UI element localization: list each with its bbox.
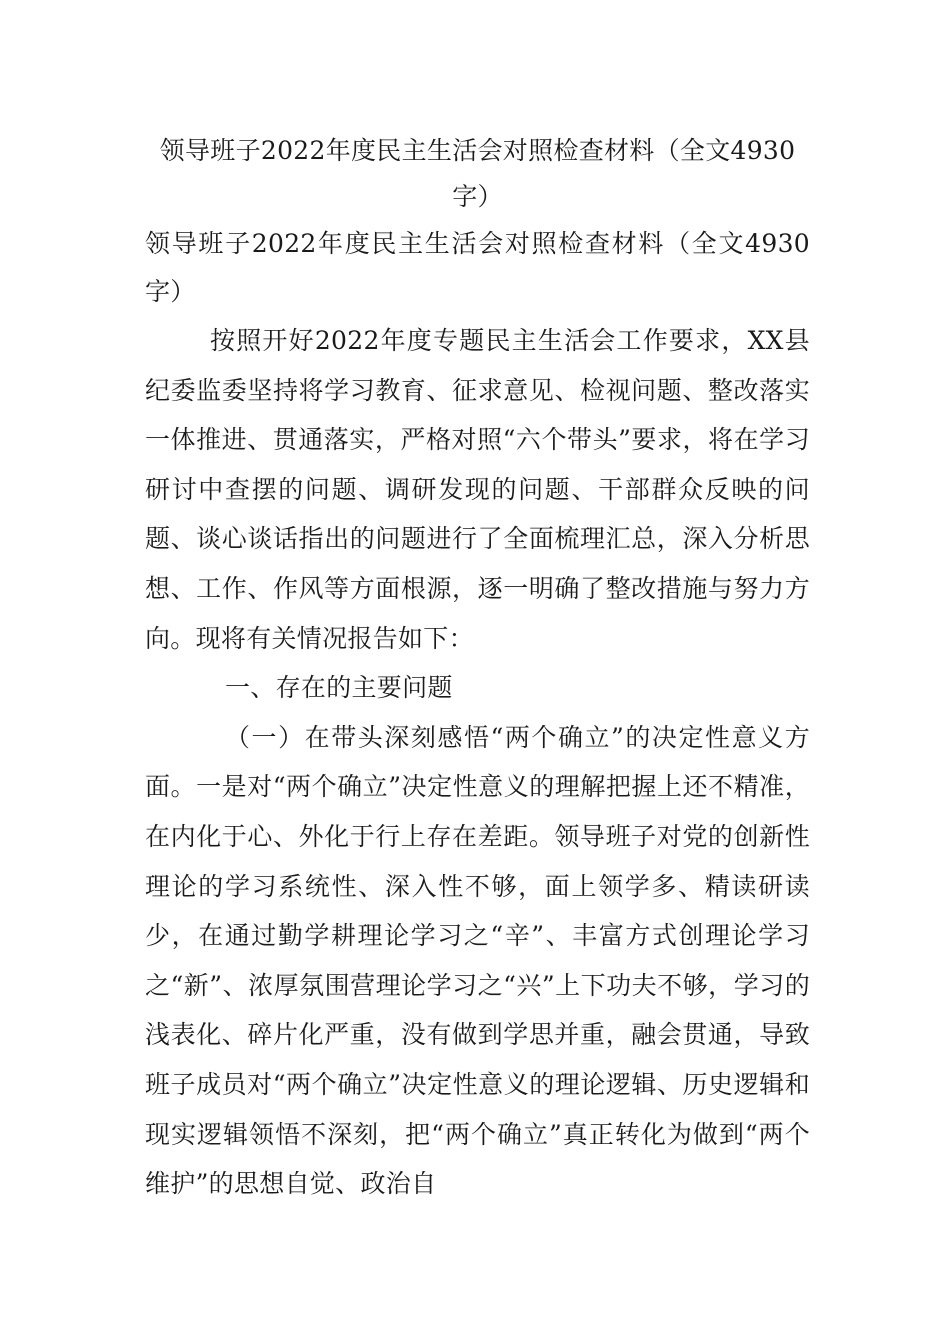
section-paragraph: （一）在带头深刻感悟“两个确立”的决定性意义方面。一是对“两个确立”决定性意义的理解把握上还不精准，在内化于心、外化于行上存在差距。领导班子对党的创新性理论的学习系统性、深入性不够，面上领学多、精读研读少，在通过勤学耕理论学习之“辛”、丰富方式创理论学习之“新”、浓厚氛围营理论学习之“兴”上下功夫不够，学习的浅表化、碎片化严重，没有做到学思并重，融会贯通，导致班子成员对“两个确立”决定性意义的理论逻辑、历史逻辑和现实逻辑领悟不深刻，把“两个确立”真正转化为做到“两个维护”的思想自觉、政治自 — [145, 722, 810, 1199]
section-heading: 一、存在的主要问题 — [225, 673, 453, 703]
document-body — [145, 128, 810, 1209]
document-subtitle: 领导班子2022年度民主生活会对照检查材料（全文4930字） — [145, 229, 810, 306]
document-title: 领导班子2022年度民主生活会对照检查材料（全文4930字） — [159, 136, 796, 211]
intro-paragraph: 按照开好2022年度专题民主生活会工作要求，XX县纪委监委坚持将学习教育、征求意见、检视问题、整改落实一体推进、贯通落实，严格对照“六个带头”要求，将在学习研讨中查摆的问题、调研发现的问题、干部群众反映的问题、谈心谈话指出的问题进行了全面梳理汇总，深入分析思想、工作、作风等方面根源，逐一明确了整改措施与努力方向。现将有关情况报告如下： — [145, 326, 810, 653]
